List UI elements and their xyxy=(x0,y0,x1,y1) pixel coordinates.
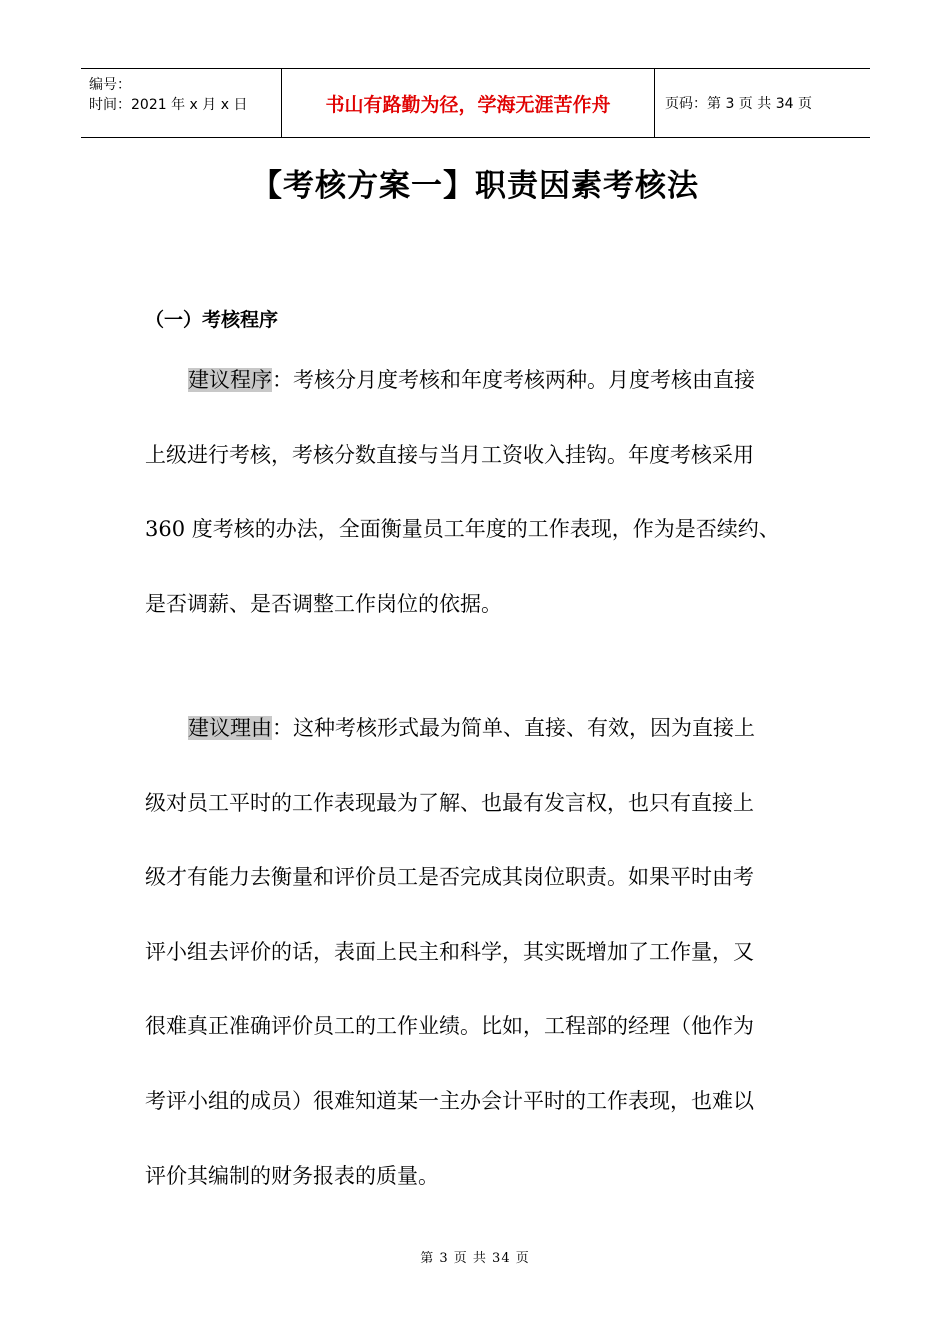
paragraph-rationale xyxy=(145,691,825,1213)
paragraph-line: 上级进行考核，考核分数直接与当月工资收入挂钩。年度考核采用 xyxy=(145,442,754,467)
paragraph-line: 级对员工平时的工作表现最为了解、也最有发言权，也只有直接上 xyxy=(145,790,754,815)
header-motto: 书山有路勤为径，学海无涯苦作舟 xyxy=(281,69,655,137)
document-title: 【考核方案一】职责因素考核法 xyxy=(251,168,699,204)
paragraph-line: 评小组去评价的话，表面上民主和科学，其实既增加了工作量，又 xyxy=(145,939,754,964)
paragraph-line xyxy=(145,691,825,766)
document-date: 时间：2021 年 x 月 x 日 xyxy=(89,97,248,113)
paragraph-line: 360 度考核的办法，全面衡量员工年度的工作表现，作为是否续约、 xyxy=(145,517,780,542)
highlighted-label: 建议程序 xyxy=(188,368,272,392)
paragraph-line: 评价其编制的财务报表的质量。 xyxy=(145,1163,439,1188)
line-text: 这种考核形式最为简单、直接、有效，因为直接上 xyxy=(293,716,755,740)
section-heading: （一）考核程序 xyxy=(145,309,279,331)
paragraph-line: 很难真正准确评价员工的工作业绩。比如，工程部的经理（他作为 xyxy=(145,1014,754,1039)
header-page-info: 页码：第 3 页 共 34 页 xyxy=(665,96,812,112)
page-footer: 第 3 页 共 34 页 xyxy=(420,1251,530,1266)
paragraph-line xyxy=(145,343,825,418)
label-colon: ： xyxy=(272,368,293,392)
line-text: 考核分月度考核和年度考核两种。月度考核由直接 xyxy=(293,368,755,392)
header-meta xyxy=(81,69,281,137)
document-number-label: 编号： xyxy=(89,77,131,93)
paragraph-line: 是否调薪、是否调整工作岗位的依据。 xyxy=(145,591,502,616)
paragraph-procedure xyxy=(145,343,825,641)
paragraph-line: 考评小组的成员）很难知道某一主办会计平时的工作表现，也难以 xyxy=(145,1088,754,1113)
label-colon: ： xyxy=(272,716,293,740)
highlighted-label: 建议理由 xyxy=(188,716,272,740)
document-header xyxy=(81,68,870,138)
paragraph-line: 级才有能力去衡量和评价员工是否完成其岗位职责。如果平时由考 xyxy=(145,865,754,890)
